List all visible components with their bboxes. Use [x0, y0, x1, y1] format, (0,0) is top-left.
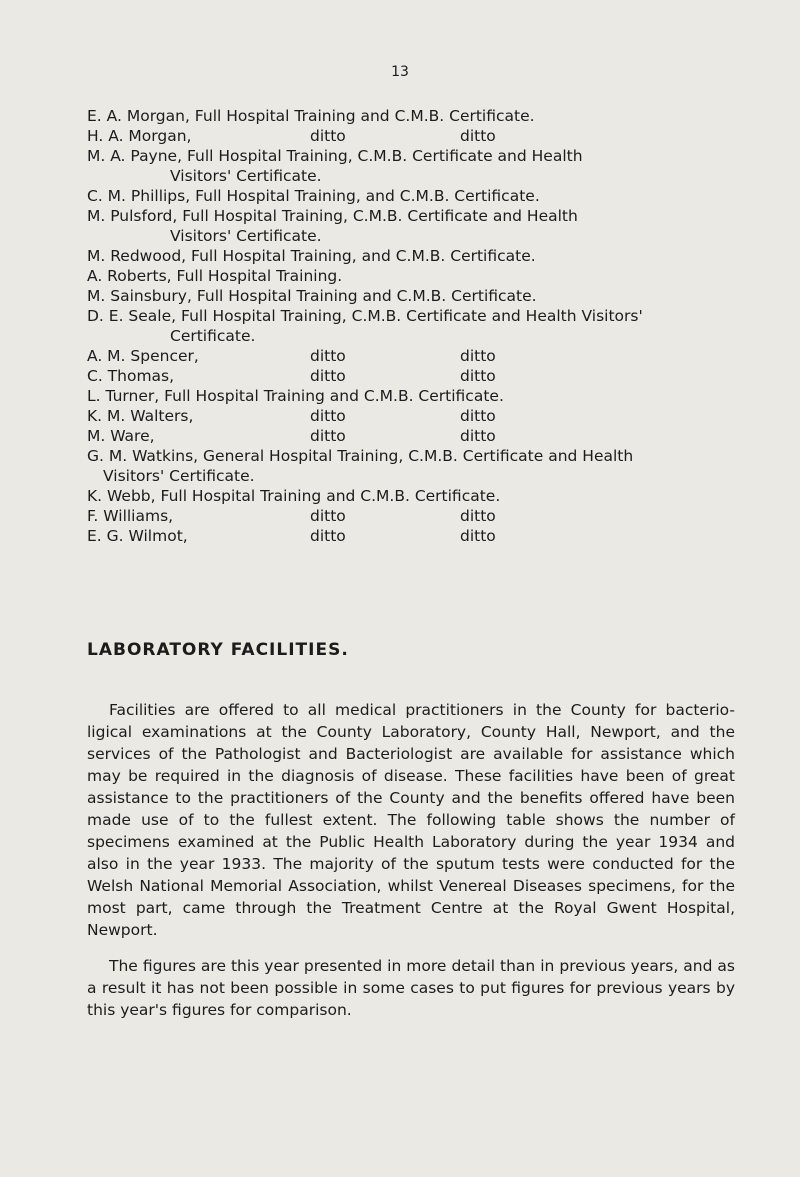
staff-entry	[87, 526, 787, 546]
ditto-mark: ditto	[310, 507, 346, 525]
ditto-mark: ditto	[310, 427, 346, 445]
ditto-mark: ditto	[460, 507, 496, 525]
ditto-mark: ditto	[310, 347, 346, 365]
staff-entry	[87, 386, 787, 406]
ditto-mark: ditto	[310, 367, 346, 385]
ditto-mark: ditto	[460, 407, 496, 425]
staff-entry	[87, 506, 787, 526]
staff-entry-text: M. Sainsbury, Full Hospital Training and C.M.B. Certificate.	[87, 287, 537, 305]
staff-entry-text: C. M. Phillips, Full Hospital Training, and C.M.B. Certificate.	[87, 187, 540, 205]
ditto-mark: ditto	[310, 127, 346, 145]
staff-entry	[87, 426, 787, 446]
staff-entry-text: L. Turner, Full Hospital Training and C.M.B. Certificate.	[87, 387, 504, 405]
staff-entry-text: M. Redwood, Full Hospital Training, and C.M.B. Certificate.	[87, 247, 536, 265]
staff-entry-text: M. Pulsford, Full Hospital Training, C.M.B. Certificate and Health	[87, 207, 578, 225]
staff-entry-continuation: Certificate.	[170, 327, 256, 345]
staff-entry-continuation: Visitors' Certificate.	[170, 227, 322, 245]
staff-entry-text: E. A. Morgan, Full Hospital Training and C.M.B. Certificate.	[87, 107, 535, 125]
ditto-mark: ditto	[460, 427, 496, 445]
staff-entry	[87, 306, 787, 346]
staff-entry	[87, 146, 787, 186]
ditto-mark: ditto	[460, 527, 496, 545]
staff-entry	[87, 286, 787, 306]
staff-entry	[87, 126, 787, 146]
body-paragraph: The figures are this year presented in more detail than in previous years, and as a result it has not been possible in some cases to put figures for previous years by this year's figures for comparison.	[87, 956, 735, 1019]
staff-entry	[87, 446, 787, 486]
page-number: 13	[391, 64, 409, 80]
staff-name: H. A. Morgan,	[87, 127, 192, 145]
staff-entry	[87, 206, 787, 246]
staff-entry-continuation: Visitors' Certificate.	[103, 467, 255, 485]
staff-entry	[87, 346, 787, 366]
section-heading: LABORATORY FACILITIES.	[87, 640, 349, 660]
staff-name: C. Thomas,	[87, 367, 175, 385]
staff-name: K. M. Walters,	[87, 407, 194, 425]
staff-entry	[87, 406, 787, 426]
body-paragraph: Facilities are offered to all medical practitioners in the County for bacterio- ligical examinations at the County Laboratory, County Hall, Newport, and the services of the Pathologist and Bacteriologist are available for assistance which may be required in the diagnosis of disease. These facilities have been of great assistance to the practitioners of the County and the benefits offered have been made use of to the fullest extent. The following table shows the number of specimens examined at the Public Health Laboratory during the year 1934 and also in the year 1933. The majority of the sputum tests were conducted for the Welsh National Memorial Association, whilst Venereal Diseases specimens, for the most part, came through the Treatment Centre at the Royal Gwent Hospital, Newport.	[87, 700, 735, 939]
staff-entry	[87, 246, 787, 266]
ditto-mark: ditto	[310, 407, 346, 425]
ditto-mark: ditto	[310, 527, 346, 545]
staff-list	[87, 106, 787, 546]
staff-entry-text: D. E. Seale, Full Hospital Training, C.M.B. Certificate and Health Visitors'	[87, 307, 643, 325]
staff-name: A. M. Spencer,	[87, 347, 199, 365]
ditto-mark: ditto	[460, 347, 496, 365]
staff-entry	[87, 366, 787, 386]
ditto-mark: ditto	[460, 127, 496, 145]
staff-entry-continuation: Visitors' Certificate.	[170, 167, 322, 185]
staff-entry-text: K. Webb, Full Hospital Training and C.M.B. Certificate.	[87, 487, 501, 505]
staff-name: E. G. Wilmot,	[87, 527, 188, 545]
staff-name: M. Ware,	[87, 427, 155, 445]
staff-entry-text: M. A. Payne, Full Hospital Training, C.M.B. Certificate and Health	[87, 147, 583, 165]
staff-entry-text: G. M. Watkins, General Hospital Training, C.M.B. Certificate and Health	[87, 447, 634, 465]
staff-entry-text: A. Roberts, Full Hospital Training.	[87, 267, 343, 285]
staff-entry	[87, 266, 787, 286]
staff-entry	[87, 106, 787, 126]
staff-entry	[87, 186, 787, 206]
staff-name: F. Williams,	[87, 507, 174, 525]
ditto-mark: ditto	[460, 367, 496, 385]
staff-entry	[87, 486, 787, 506]
